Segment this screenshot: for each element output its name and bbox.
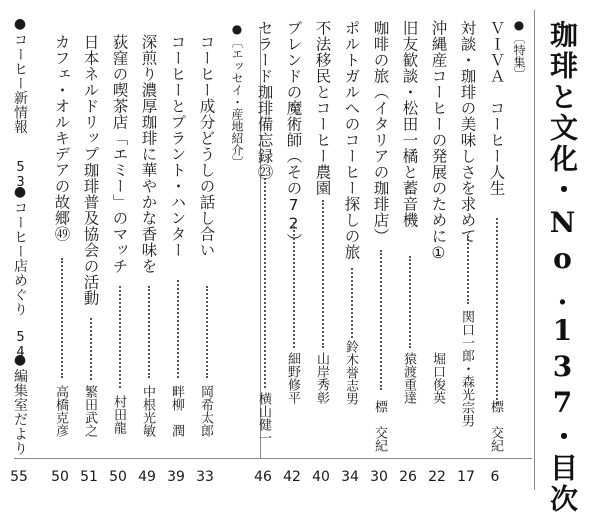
entry-page: 17 <box>457 469 475 485</box>
entry-page: 6 <box>490 469 500 485</box>
entry-title[interactable]: 荻窪の喫茶店「エミー」のマッチ <box>110 34 129 274</box>
entry-title[interactable]: 日本ネルドリップ珈琲普及協会の活動 <box>81 34 100 306</box>
leader-dots <box>293 222 295 348</box>
entry-author: 山岸秀彰 <box>314 352 329 404</box>
entry-title[interactable]: コーヒー成分どうしの話し合い <box>197 34 216 258</box>
leader-dots <box>467 236 469 304</box>
entry-author: 中根光敏 <box>140 385 155 437</box>
leader-dots <box>496 218 498 404</box>
leader-dots <box>409 256 411 348</box>
entry-author: 高橋克彦 <box>53 385 68 437</box>
entry-author: 鈴木誉志男 <box>343 340 358 405</box>
misc-page: 55 <box>10 469 28 485</box>
misc-item[interactable]: ●コーヒー新情報 <box>12 16 28 134</box>
entry-title[interactable]: コーヒーとプラント・ハンター <box>168 34 187 258</box>
entry-author: 標 交紀 <box>372 400 387 452</box>
entry-title[interactable]: 深煎り濃厚珈琲に華やかな香味を <box>139 34 158 274</box>
entry-title[interactable]: 旧友歓談・松田一橘と蓄音機 <box>400 20 419 228</box>
entry-page: 39 <box>167 469 185 485</box>
entry-title[interactable]: セラード珈琲備忘録㉓ <box>255 20 274 180</box>
leader-dots <box>264 178 266 388</box>
entry-page: 50 <box>109 469 127 485</box>
entry-author: 堀口俊英 <box>430 352 445 404</box>
leader-dots <box>61 258 63 378</box>
entry-author: 猿渡重達 <box>401 352 416 404</box>
section-header-essay: ●〔エッセイ・産地紹介〕 <box>230 22 244 168</box>
leader-dots <box>206 286 208 378</box>
entry-page: 49 <box>138 469 156 485</box>
leader-dots <box>119 286 121 388</box>
entry-page: 33 <box>196 469 214 485</box>
leader-dots <box>380 250 382 390</box>
entry-page: 26 <box>399 469 417 485</box>
entry-author: 岡希太郎 <box>198 385 213 437</box>
entry-page: 34 <box>341 469 359 485</box>
entry-page: 51 <box>80 469 98 485</box>
entry-author: 村田龍 <box>111 395 126 434</box>
entry-author: 繁田武之 <box>82 385 97 437</box>
entry-title[interactable]: 不法移民とコーヒー農園 <box>313 20 332 196</box>
entry-title[interactable]: 対談・珈琲の美味しさを求めて <box>458 20 477 244</box>
entry-author: 畔柳 潤 <box>169 385 184 437</box>
entry-title[interactable]: カフェ・オルキデアの故郷㊾ <box>52 34 71 242</box>
entry-page: 30 <box>370 469 388 485</box>
entry-title[interactable]: ＶＩＶＡ コーヒー人生 <box>487 20 506 196</box>
entry-page: 42 <box>283 469 301 485</box>
entry-title[interactable]: ポルトガルへのコーヒー探しの旅 <box>342 20 361 260</box>
entry-page: 22 <box>428 469 446 485</box>
entry-page: 40 <box>312 469 330 485</box>
entry-page: 46 <box>254 469 272 485</box>
leader-dots <box>90 318 92 380</box>
entry-author: 標 交紀 <box>488 400 503 452</box>
misc-item[interactable]: ●編集室だより <box>12 352 28 456</box>
leader-dots <box>177 280 179 378</box>
leader-dots <box>322 200 324 348</box>
entry-page: 50 <box>51 469 69 485</box>
page-title: 珈琲と文化・No.137・目次 <box>546 20 579 515</box>
entry-title[interactable]: 沖縄産コーヒーの発展のために① <box>429 20 448 263</box>
entry-author: 横山健一 <box>256 392 271 444</box>
entry-author: 細野修平 <box>285 352 300 404</box>
entry-title[interactable]: 咖啡の旅（イタリアの珈琲店） <box>371 20 390 244</box>
entry-author: 関口一郎・森光宗男 <box>459 310 474 427</box>
leader-dots <box>148 286 150 378</box>
misc-page: 54 <box>13 330 28 360</box>
section-header-special: ●〔特集〕 <box>512 18 526 80</box>
leader-dots <box>351 268 353 338</box>
misc-item[interactable]: ●コーヒー店めぐり <box>12 184 28 317</box>
entry-title[interactable]: ブレンドの魔術師（その72） <box>284 20 303 249</box>
page-number-divider <box>14 458 532 459</box>
misc-page: 53 <box>13 160 28 190</box>
title-divider <box>534 10 535 490</box>
